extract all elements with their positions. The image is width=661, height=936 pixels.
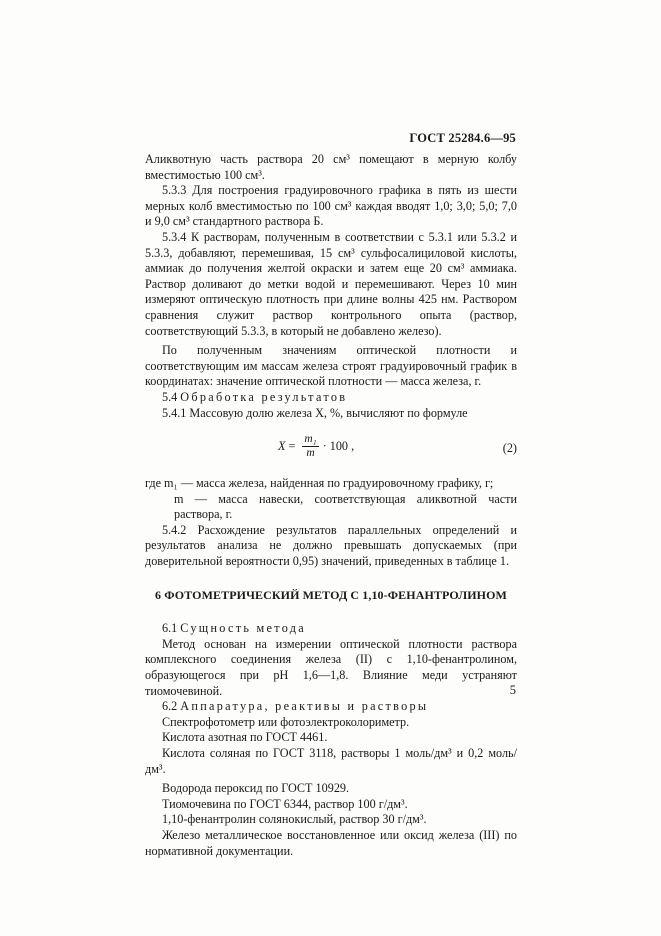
where-m: m — масса навески, соответствующая аликвотной части раствора, г. xyxy=(174,491,517,522)
paragraph-5-4-2: 5.4.2 Расхождение результатов параллельных определений и результатов анализа не должно превышать допускаемых (при доверительной вероятности 0,95) значений, приведенных в таблице 1. xyxy=(145,522,517,569)
paragraph-6-1-text: Метод основан на измерении оптической плотности раствора комплексного соединения железа (II) с 1,10-фенантролином, образующегося при pH 1,6—1,8. Влияние меди устраняют тиомочевиной. xyxy=(145,636,517,698)
paragraph-5-4-1: 5.4.1 Массовую долю железа X, %, вычисляют по формуле xyxy=(162,405,468,420)
paragraph-5-3-3: 5.3.3 Для построения градуировочного графика в пять из шести мерных колб вместимостью по 100 см³ каждая вводят 1,0; 3,0; 5,0; 7,0 и 9,0 см³ стандартного раствора Б. xyxy=(145,183,517,229)
formula-number: (2) xyxy=(502,441,517,456)
list-item: Кислота азотная по ГОСТ 4461. xyxy=(162,730,328,745)
heading-5-4-title: Обработка результатов xyxy=(180,389,348,404)
heading-6-2-number: 6.2 xyxy=(162,699,178,714)
heading-6-2-title: Аппаратура, реактивы и растворы xyxy=(180,699,429,714)
list-item: Железо металлическое восстановленное или оксид железа (III) по нормативной документации. xyxy=(145,827,517,858)
formula-denominator: m xyxy=(306,447,315,460)
heading-6-1-number: 6.1 xyxy=(162,621,178,636)
list-item: Водорода пероксид по ГОСТ 10929. xyxy=(162,781,350,796)
list-item: Спектрофотометр или фотоэлектроколориметр. xyxy=(162,714,410,729)
heading-6-1 xyxy=(145,621,517,637)
formula-lhs: X xyxy=(278,438,286,453)
formula-expression xyxy=(278,433,354,460)
section-6-title: 6 ФОТОМЕТРИЧЕСКИЙ МЕТОД С 1,10-ФЕНАНТРОЛИНОМ xyxy=(155,587,507,602)
formula-fraction xyxy=(302,433,318,460)
formula-rhs: · 100 , xyxy=(322,438,355,453)
document-body xyxy=(145,152,517,859)
heading-5-4-number: 5.4 xyxy=(162,389,178,404)
page-number: 5 xyxy=(509,683,516,697)
heading-5-4 xyxy=(145,390,517,406)
formula-2 xyxy=(145,430,517,468)
heading-6-2 xyxy=(145,699,517,715)
list-item: Кислота соляная по ГОСТ 3118, растворы 1 моль/дм³ и 0,2 моль/дм³. xyxy=(145,746,517,776)
formula-equals: = xyxy=(288,438,296,453)
document-code-header: ГОСТ 25284.6—95 xyxy=(409,131,516,145)
list-item: 1,10-фенантролин солянокислый, раствор 30 г/дм³. xyxy=(162,812,427,827)
paragraph-aliquot: Аликвотную часть раствора 20 см³ помещают в мерную колбу вместимостью 100 см³. xyxy=(145,152,517,182)
paragraph-5-3-4: 5.3.4 К растворам, полученным в соответствии с 5.3.1 или 5.3.2 и 5.3.3, добавляют, перемешивая, 15 см³ сульфосалициловой кислоты, аммиак до получения желтой окраски и затем еще 20 см³ аммиака. Раствор доливают до метки водой и перемешивают. Через 10 мин измеряют оптическую плотность при длине волны 425 нм. Раствором сравнения служит раствор контрольного опыта (раствор, соответствующий 5.3.3, в который не добавлено железо). xyxy=(145,229,517,338)
where-m1: где m₁ — масса железа, найденная по градуировочному графику, г; xyxy=(145,476,494,491)
list-item: Тиомочевина по ГОСТ 6344, раствор 100 г/дм³. xyxy=(162,796,408,811)
heading-6-1-title: Сущность метода xyxy=(180,621,306,636)
paragraph-calibration-graph: По полученным значениям оптической плотности и соответствующим им массам железа строят градуировочный график в координатах: значение оптической плотности — масса железа, г. xyxy=(145,343,517,389)
formula-numerator: m₁ xyxy=(304,433,317,446)
